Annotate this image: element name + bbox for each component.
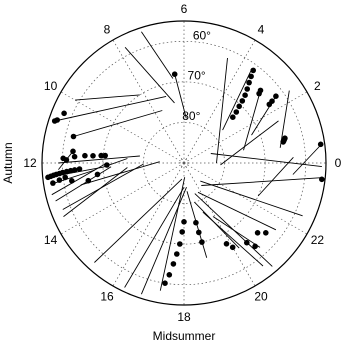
data-point bbox=[248, 74, 254, 80]
angular-tick-label: 14 bbox=[43, 233, 58, 247]
data-point bbox=[102, 153, 108, 159]
series-line bbox=[200, 181, 302, 216]
data-point bbox=[263, 230, 269, 236]
angular-tick-label: 2 bbox=[314, 79, 321, 93]
angular-tick-label: 16 bbox=[100, 289, 114, 304]
data-point bbox=[177, 241, 183, 247]
data-point bbox=[60, 156, 66, 162]
angular-tick-label: 20 bbox=[254, 289, 268, 304]
grid-spoke bbox=[184, 92, 307, 163]
grid-spoke bbox=[113, 163, 184, 286]
series-line bbox=[217, 58, 228, 163]
data-point bbox=[72, 167, 78, 173]
data-series bbox=[48, 32, 323, 294]
series-line bbox=[125, 47, 174, 103]
data-point bbox=[199, 239, 205, 245]
data-point bbox=[244, 240, 250, 246]
data-point bbox=[172, 71, 178, 77]
data-point bbox=[181, 219, 187, 225]
data-point bbox=[267, 102, 273, 108]
series-line bbox=[203, 212, 263, 266]
data-point bbox=[50, 180, 56, 186]
series-line bbox=[75, 95, 140, 100]
data-point bbox=[319, 177, 325, 183]
data-point bbox=[234, 109, 240, 115]
data-point bbox=[196, 230, 202, 236]
angular-tick-label: 8 bbox=[103, 22, 111, 37]
data-point bbox=[230, 245, 236, 251]
marker-layer bbox=[45, 68, 324, 286]
series-line bbox=[223, 71, 251, 130]
angular-tick-label: 10 bbox=[43, 79, 58, 93]
angular-tick-label: 4 bbox=[257, 22, 265, 37]
series-line bbox=[141, 187, 186, 294]
data-point bbox=[236, 104, 242, 110]
data-point bbox=[104, 162, 110, 168]
data-point bbox=[240, 98, 246, 104]
data-point bbox=[90, 153, 96, 159]
series-line bbox=[258, 157, 293, 196]
data-point bbox=[246, 80, 252, 86]
bottom-label: Midsummer bbox=[152, 329, 216, 343]
left-label: Autumn bbox=[1, 142, 15, 184]
angular-tick-label: 12 bbox=[23, 156, 37, 170]
data-point bbox=[256, 91, 262, 97]
data-point bbox=[77, 166, 83, 172]
series-line bbox=[125, 187, 184, 287]
data-point bbox=[167, 272, 173, 278]
data-point bbox=[273, 93, 279, 99]
data-point bbox=[70, 149, 76, 155]
angular-tick-label: 18 bbox=[177, 310, 191, 324]
radial-tick-label: 60° bbox=[192, 28, 211, 43]
data-point bbox=[86, 178, 92, 184]
data-point bbox=[69, 178, 75, 184]
grid-spoke bbox=[61, 92, 184, 163]
data-point bbox=[95, 172, 101, 178]
data-point bbox=[244, 86, 250, 92]
data-point bbox=[230, 114, 236, 120]
data-point bbox=[54, 117, 60, 123]
data-point bbox=[179, 229, 185, 235]
data-point bbox=[318, 142, 324, 148]
data-point bbox=[62, 175, 68, 181]
data-point bbox=[171, 261, 177, 267]
angular-tick-label: 22 bbox=[310, 233, 325, 247]
series-line bbox=[74, 111, 163, 137]
radial-labels bbox=[182, 28, 211, 123]
data-point bbox=[193, 220, 199, 226]
grid-spoke bbox=[184, 163, 307, 234]
data-point bbox=[255, 230, 261, 236]
polar-grid bbox=[42, 21, 326, 305]
series-line bbox=[293, 145, 321, 175]
data-point bbox=[174, 251, 180, 257]
data-point bbox=[72, 154, 78, 160]
data-point bbox=[252, 244, 258, 250]
angular-tick-label: 6 bbox=[180, 2, 188, 16]
data-point bbox=[57, 177, 63, 183]
data-point bbox=[224, 241, 230, 247]
grid-spoke bbox=[61, 163, 184, 234]
data-point bbox=[71, 134, 77, 140]
data-point bbox=[61, 111, 67, 117]
radial-tick-label: 70° bbox=[187, 68, 206, 83]
series-line bbox=[55, 96, 166, 121]
data-point bbox=[250, 68, 256, 74]
data-point bbox=[242, 92, 248, 98]
series-line bbox=[201, 178, 323, 186]
data-point bbox=[82, 153, 88, 159]
radial-tick-label: 80° bbox=[182, 108, 201, 123]
data-point bbox=[162, 280, 168, 286]
data-point bbox=[280, 139, 286, 145]
angular-tick-label: 0 bbox=[334, 156, 341, 170]
